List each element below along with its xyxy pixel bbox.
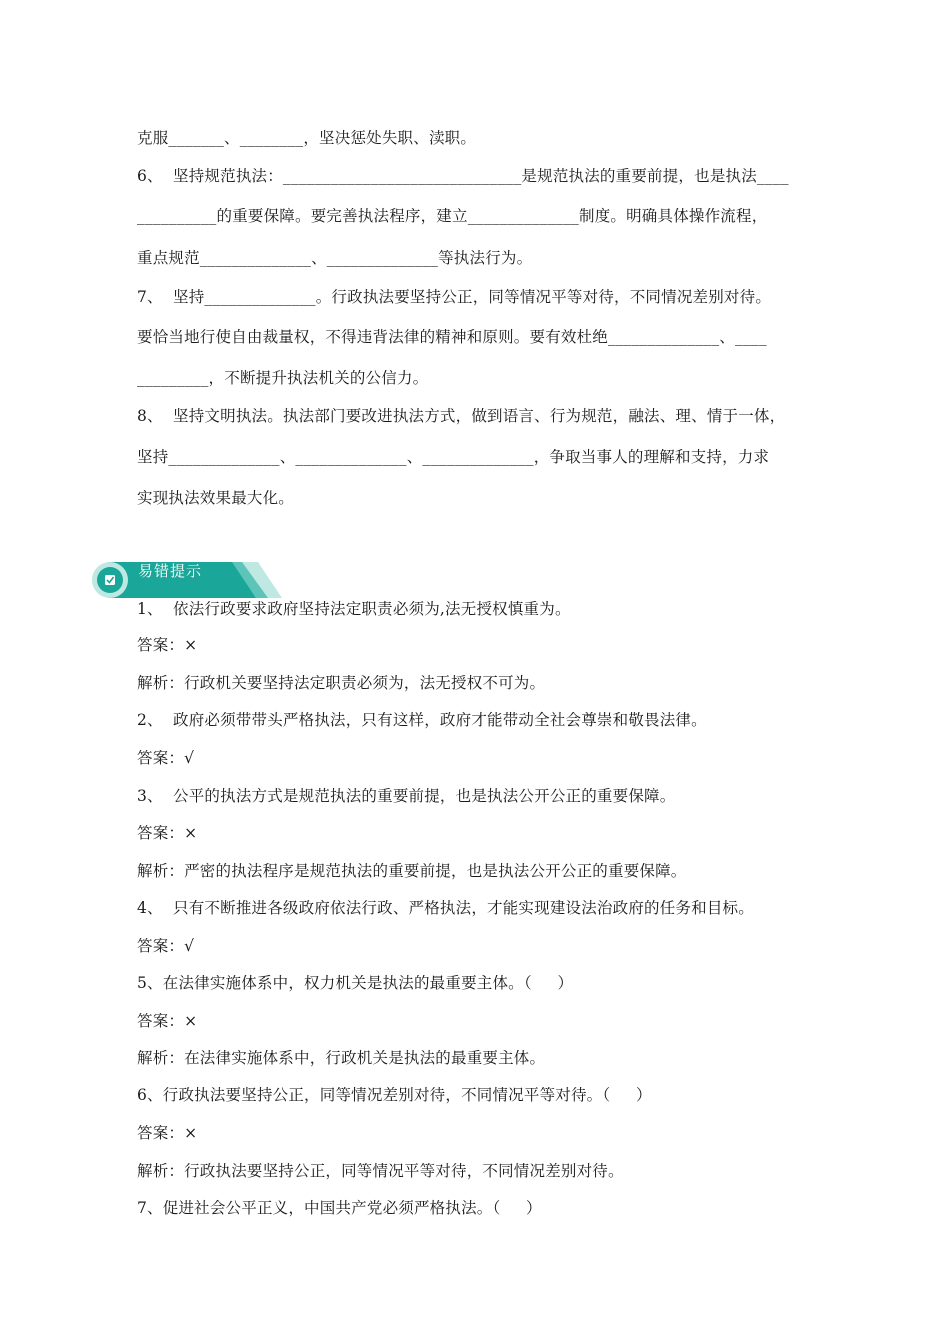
fill-in-line: _________，不断提升执法机关的公信力。 <box>137 369 429 387</box>
answer-3: 答案：× <box>137 824 198 842</box>
explanation-3: 解析：严密的执法程序是规范执法的重要前提，也是执法公开公正的重要保障。 <box>137 862 687 880</box>
fill-in-line: 6、 坚持规范执法：______________________________是规范执法的重要前提，也是执法____ <box>137 167 789 185</box>
question-5: 5、在法律实施体系中，权力机关是执法的最重要主体。（ ） <box>137 974 574 992</box>
explanation-1: 解析：行政机关要坚持法定职责必须为，法无授权不可为。 <box>137 674 546 692</box>
answer-4: 答案：√ <box>137 937 195 955</box>
explanation-5: 解析：在法律实施体系中，行政机关是执法的最重要主体。 <box>137 1049 546 1067</box>
fill-in-line: 要恰当地行使自由裁量权，不得违背法律的精神和原则。要有效杜绝______________、____ <box>137 328 767 346</box>
fill-in-line: 8、 坚持文明执法。执法部门要改进执法方式，做到语言、行为规范，融法、理、情于一体， <box>137 407 786 425</box>
answer-1: 答案：× <box>137 636 198 654</box>
question-6: 6、行政执法要坚持公正，同等情况差别对待，不同情况平等对待。（ ） <box>137 1086 652 1104</box>
question-2: 2、 政府必须带带头严格执法，只有这样，政府才能带动全社会尊崇和敬畏法律。 <box>137 711 707 729</box>
checklist-icon <box>105 575 115 585</box>
fill-in-line: 坚持______________、______________、______________，争取当事人的理解和支持，力求 <box>137 448 770 466</box>
fill-in-line: 重点规范______________、______________等执法行为。 <box>137 249 533 267</box>
fill-in-line: 7、 坚持______________。行政执法要坚持公正，同等情况平等对待，不同情况差别对待。 <box>137 288 772 306</box>
section-title: 易错提示 <box>138 562 203 580</box>
fill-in-line: __________的重要保障。要完善执法程序，建立______________制度。明确具体操作流程， <box>137 207 768 225</box>
question-4: 4、 只有不断推进各级政府依法行政、严格执法，才能实现建设法治政府的任务和目标。 <box>137 899 754 917</box>
question-3: 3、 公平的执法方式是规范执法的重要前提，也是执法公开公正的重要保障。 <box>137 787 676 805</box>
fill-in-line: 实现执法效果最大化。 <box>137 489 295 507</box>
explanation-6: 解析：行政执法要坚持公正，同等情况平等对待，不同情况差别对待。 <box>137 1162 624 1180</box>
answer-5: 答案：× <box>137 1012 198 1030</box>
fill-in-line: 克服_______、________，坚决惩处失职、渎职。 <box>137 129 477 147</box>
question-7: 7、促进社会公平正义，中国共产党必须严格执法。（ ） <box>137 1199 542 1217</box>
answer-6: 答案：× <box>137 1124 198 1142</box>
answer-2: 答案：√ <box>137 749 195 767</box>
question-1: 1、 依法行政要求政府坚持法定职责必须为,法无授权慎重为。 <box>137 600 571 618</box>
